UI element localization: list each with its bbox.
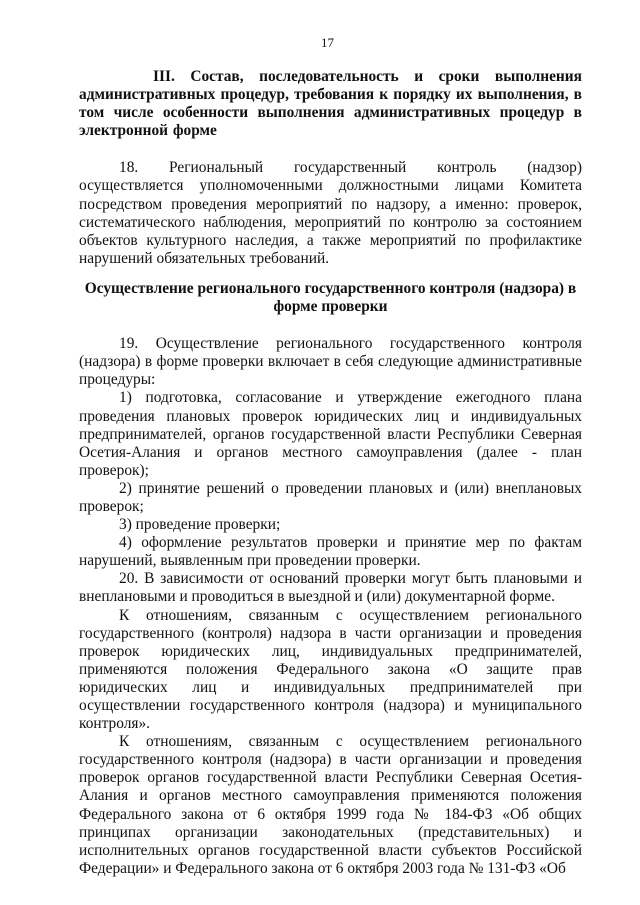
section-body-a (79, 159, 582, 268)
section-heading: III. Состав, последовательность и сроки выполнения административных процедур, требования к порядку их выполнения, в том числе особенности выполнения административных процедур в электронной форме (79, 68, 582, 140)
list-item-2: 2) принятие решений о проведении плановых и (или) внеплановых проверок; (79, 479, 582, 515)
paragraph-relations-business: К отношениям, связанным с осуществлением регионального государственного (контроля) надзора в части организации и проведения проверок юридических лиц, индивидуальных предпринимателей, применяются положения Федерального закона «О защите прав юридических лиц и индивидуальных предпринимателей при осуществлении государственного контроля (надзора) и муниципального контроля». (79, 606, 582, 733)
list-item-1: 1) подготовка, согласование и утверждение ежегодного плана проведения плановых проверок юридических лиц и индивидуальных предпринимателей, органов государственной власти Республики Северная Осетия-Алания и органов местного самоуправления (далее - план проверок); (79, 389, 582, 479)
section-body-b (79, 335, 582, 878)
paragraph-18: 18. Региональный государственный контроль (надзор) осуществляется уполномоченными должностными лицами Комитета посредством проведения мероприятий по надзору, а именно: проверок, систематического наблюдения, мероприятий по контролю за состоянием объектов культурного наследия, а также мероприятий по профилактике нарушений обязательных требований. (79, 159, 582, 267)
paragraph-relations-authorities: К отношениям, связанным с осуществлением регионального государственного контроля (надзора) в части организации и проведения проверок органов государственной власти Республики Северная Осетия-Алания и органов местного самоуправления применяются положения Федерального закона от 6 октября 1999 года № 184-ФЗ «Об общих принципах организации законодательных (представительных) и исполнительных органов государственной власти субъектов Российской Федерации» и Федерального закона от 6 октября 2003 года № 131-ФЗ «Об (79, 733, 582, 877)
page-number: 17 (321, 35, 334, 50)
paragraph-20: 20. В зависимости от оснований проверки могут быть плановыми и внеплановыми и проводиться в выездной и (или) документарной форме. (79, 570, 582, 606)
list-item-4: 4) оформление результатов проверки и принятие мер по фактам нарушений, выявленным при проведении проверки. (79, 534, 582, 570)
document-page (79, 35, 582, 878)
paragraph-19: 19. Осуществление регионального государственного контроля (надзора) в форме проверки включает в себя следующие административные процедуры: (79, 335, 582, 389)
list-item-3: 3) проведение проверки; (119, 516, 281, 534)
subsection-heading: Осуществление регионального государственного контроля (надзора) в форме проверки (84, 279, 577, 316)
